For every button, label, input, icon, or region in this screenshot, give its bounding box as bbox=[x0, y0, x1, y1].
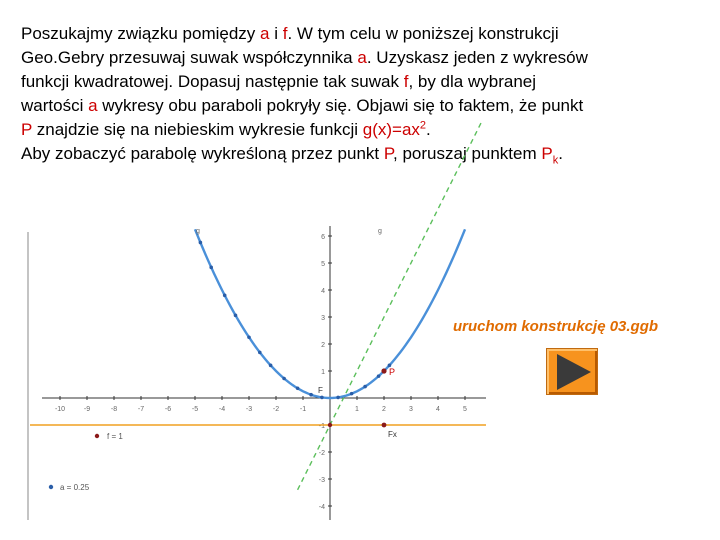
x-tick-label: -1 bbox=[299, 406, 307, 413]
x-tick-label: -10 bbox=[54, 406, 66, 413]
axes bbox=[28, 226, 486, 520]
trace-dot bbox=[247, 335, 251, 339]
trace-dot bbox=[296, 386, 300, 390]
trace-dot bbox=[269, 364, 273, 368]
text: Aby zobaczyć parabolę wykreśloną przez punkt bbox=[21, 144, 384, 163]
y-tick-label: 1 bbox=[321, 369, 325, 376]
point-p-dot bbox=[381, 368, 386, 373]
line-label: g bbox=[378, 228, 382, 235]
x-tick-label: -8 bbox=[110, 406, 118, 413]
x-tick-label: 4 bbox=[436, 406, 440, 413]
play-triangle bbox=[557, 354, 591, 390]
trace-dot bbox=[258, 351, 262, 355]
coef-f: f bbox=[403, 72, 409, 91]
curve-g-label: g bbox=[196, 228, 200, 235]
point-f-label: F bbox=[318, 386, 323, 395]
x-tick-label: 2 bbox=[382, 406, 386, 413]
text: . bbox=[558, 144, 563, 163]
text: funkcji kwadratowej. Dopasuj następnie tak suwak bbox=[21, 72, 404, 91]
text: , by dla wybranej bbox=[408, 72, 537, 91]
x-tick-label: -5 bbox=[191, 406, 199, 413]
text: znajdzie się na niebieskim wykresie funkcji bbox=[32, 120, 363, 139]
text: wykresy obu paraboli pokryły się. Objawi się to faktem, że punkt bbox=[97, 96, 584, 115]
slider-a-dot bbox=[49, 485, 53, 489]
axis-ticks bbox=[55, 234, 467, 511]
trace-dot bbox=[336, 396, 340, 400]
text: wartości bbox=[21, 96, 89, 115]
y-tick-label: -1 bbox=[318, 423, 325, 430]
x-tick-label: -7 bbox=[137, 406, 145, 413]
trace-dot bbox=[377, 374, 381, 378]
y-tick-label: 3 bbox=[321, 315, 325, 322]
point-fx-label: Fx bbox=[388, 430, 397, 439]
y-tick-label: 2 bbox=[321, 342, 325, 349]
coef-f: f bbox=[282, 24, 288, 43]
text: Geo.Gebry przesuwaj suwak współczynnika bbox=[21, 48, 358, 67]
slider-f-dot bbox=[95, 434, 99, 438]
x-tick-label: 3 bbox=[409, 406, 413, 413]
y-tick-label: 4 bbox=[321, 288, 325, 295]
point-fx-dot bbox=[382, 423, 387, 428]
text: Poszukajmy związku pomiędzy bbox=[21, 24, 261, 43]
trace-dot bbox=[320, 396, 324, 400]
slider-a-label: a = 0.25 bbox=[60, 483, 90, 492]
subscript-k: k bbox=[552, 154, 559, 167]
y-tick-label: 5 bbox=[321, 261, 325, 268]
trace-dot bbox=[234, 314, 238, 318]
y-tick-label: -4 bbox=[318, 504, 325, 511]
trace-dot bbox=[282, 377, 286, 381]
text: . bbox=[426, 120, 431, 139]
trace-dot bbox=[350, 392, 354, 396]
trace-dot bbox=[309, 393, 313, 397]
point-pk: P bbox=[541, 144, 553, 163]
point-p-label: P bbox=[389, 367, 396, 377]
slider-f-label: f = 1 bbox=[107, 432, 123, 441]
y-tick-label: -2 bbox=[318, 450, 325, 457]
trace-dot bbox=[223, 294, 227, 298]
play-icon bbox=[547, 349, 599, 396]
x-tick-label: -2 bbox=[272, 406, 280, 413]
point-f-dot bbox=[328, 423, 332, 427]
coef-a: a bbox=[88, 96, 98, 115]
graph-labels bbox=[49, 228, 397, 492]
traced-points bbox=[199, 241, 392, 400]
coef-a: a bbox=[260, 24, 270, 43]
trace-dot bbox=[199, 241, 203, 245]
y-tick-label: -3 bbox=[318, 477, 325, 484]
x-tick-label: -3 bbox=[245, 406, 253, 413]
x-tick-label: 1 bbox=[355, 406, 359, 413]
text: . Uzyskasz jeden z wykresów bbox=[366, 48, 588, 67]
function-g: g(x)=ax bbox=[362, 120, 420, 139]
coef-a: a bbox=[357, 48, 367, 67]
trace-dot bbox=[209, 266, 213, 270]
exponent: 2 bbox=[419, 119, 427, 132]
text: , poruszaj punktem bbox=[393, 144, 542, 163]
text: i bbox=[269, 24, 283, 43]
x-tick-label: 5 bbox=[463, 406, 467, 413]
point-p: P bbox=[21, 120, 33, 139]
x-tick-label: -4 bbox=[218, 406, 226, 413]
run-construction-link[interactable]: uruchom konstrukcję 03.ggb bbox=[453, 318, 659, 335]
play-button[interactable] bbox=[546, 348, 598, 395]
point-p: P bbox=[383, 144, 394, 163]
y-tick-label: 6 bbox=[321, 234, 325, 241]
text: . W tym celu w poniższej konstrukcji bbox=[287, 24, 559, 43]
x-tick-label: -6 bbox=[164, 406, 172, 413]
x-tick-label: -9 bbox=[83, 406, 91, 413]
trace-dot bbox=[363, 385, 367, 389]
